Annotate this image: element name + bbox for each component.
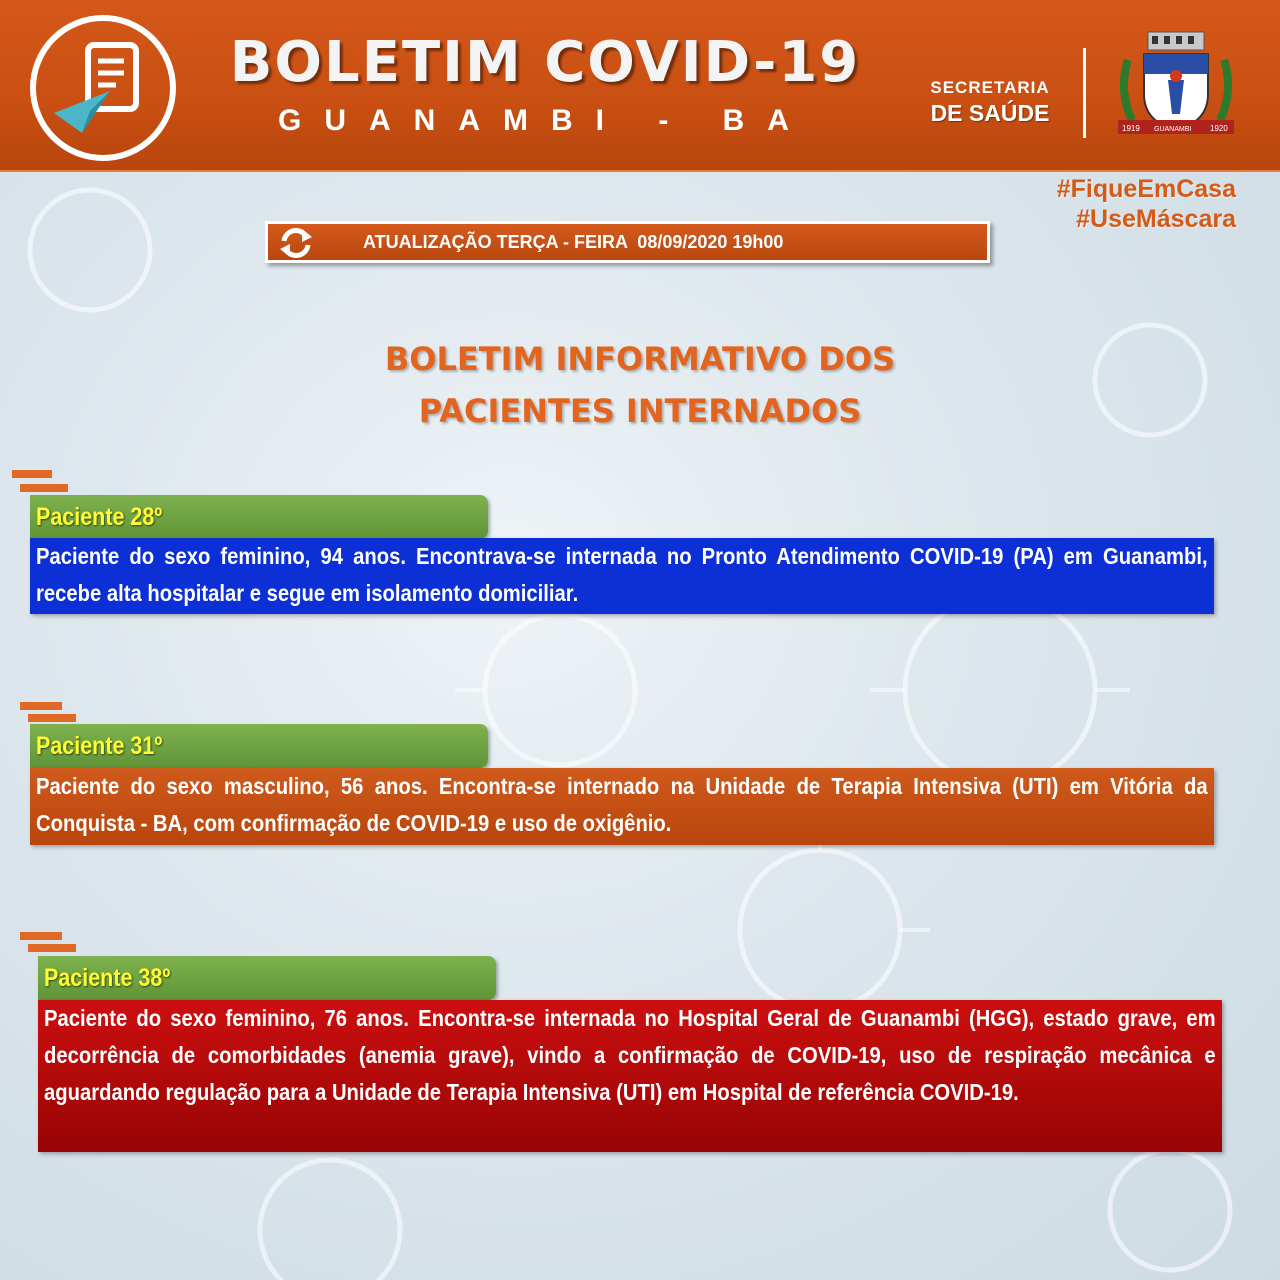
- coat-of-arms-icon: [1112, 30, 1240, 138]
- secretaria-line2: DE SAÚDE: [930, 100, 1050, 126]
- hashtag-fique-em-casa: #FiqueEmCasa: [1056, 175, 1236, 203]
- secretaria-label: [910, 78, 1070, 127]
- refresh-icon: [278, 227, 314, 259]
- card-accent: [12, 470, 52, 478]
- page-title: BOLETIM COVID-19: [229, 30, 861, 95]
- section-heading: [300, 333, 980, 437]
- bulletin-logo: [30, 15, 176, 161]
- hashtag-use-mascara: #UseMáscara: [1076, 205, 1236, 233]
- coat-year-left: 1919: [1122, 124, 1140, 133]
- patient-card: [38, 1000, 1222, 1152]
- patient-description: Paciente do sexo feminino, 94 anos. Encontrava-se internada no Pronto Atendimento COVID-19 (PA) em Guanambi, recebe alta hospitalar e segue em isolamento domiciliar.: [36, 543, 1208, 606]
- card-accent: [28, 944, 76, 952]
- card-accent: [28, 714, 76, 722]
- heading-line1: BOLETIM INFORMATIVO DOS: [384, 340, 896, 378]
- patient-card: [30, 768, 1214, 845]
- header-divider: [1083, 48, 1086, 138]
- hashtags: [1057, 174, 1236, 234]
- update-banner: [265, 221, 990, 263]
- secretaria-line1: SECRETARIA: [930, 78, 1050, 97]
- patient-tab: [38, 956, 496, 1000]
- card-accent: [20, 484, 68, 492]
- patient-label: Paciente 28º: [36, 503, 163, 531]
- coat-year-right: 1920: [1210, 124, 1228, 133]
- patient-description: Paciente do sexo feminino, 76 anos. Encontra-se internada no Hospital Geral de Guanambi (HGG), estado grave, em decorrência de comorbidades (anemia grave), vindo a confirmação de COVID-19, uso de respiração mecânica e aguardando regulação para a Unidade de Terapia Intensiva (UTI) em Hospital de referência COVID-19.: [44, 1005, 1216, 1105]
- patient-label: Paciente 31º: [36, 732, 163, 760]
- heading-line2: PACIENTES INTERNADOS: [418, 392, 862, 430]
- patient-tab: [30, 724, 488, 768]
- update-timestamp: ATUALIZAÇÃO TERÇA - FEIRA 08/09/2020 19h00: [363, 232, 784, 252]
- patient-label: Paciente 38º: [44, 964, 171, 992]
- coat-city: GUANAMBI: [1154, 126, 1192, 133]
- patient-description: Paciente do sexo masculino, 56 anos. Encontra-se internado na Unidade de Terapia Intensiva (UTI) em Vitória da Conquista - BA, com confirmação de COVID-19 e uso de oxigênio.: [36, 773, 1208, 836]
- patient-card: [30, 538, 1214, 614]
- header-banner: [0, 0, 1280, 172]
- patient-tab: [30, 495, 488, 539]
- card-accent: [20, 702, 62, 710]
- card-accent: [20, 932, 62, 940]
- city-subtitle: GUANAMBI - BA: [278, 104, 812, 137]
- document-paper-plane-icon: [36, 21, 170, 155]
